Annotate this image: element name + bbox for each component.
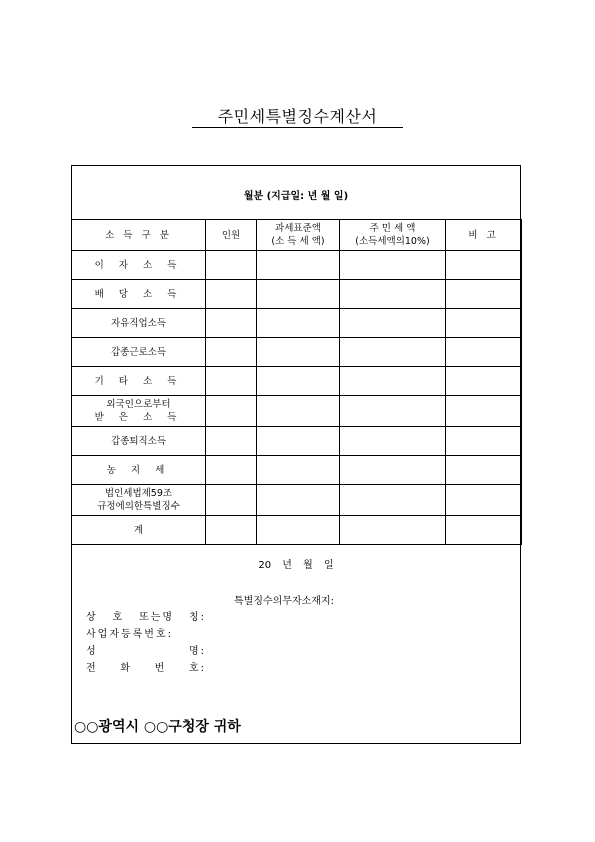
taxable-cell[interactable]	[257, 251, 340, 280]
field-phone: 전 화 번 호:	[86, 663, 206, 674]
resident-tax-cell[interactable]	[340, 367, 446, 396]
persons-cell[interactable]	[206, 280, 257, 309]
table-row	[72, 280, 522, 309]
table-row	[72, 309, 522, 338]
row-label-line2: 규정에의한특별징수	[97, 501, 180, 512]
resident-tax-cell[interactable]	[340, 456, 446, 485]
table-total-row	[72, 516, 522, 545]
field-name: 성 명:	[86, 646, 206, 657]
taxable-cell[interactable]	[257, 367, 340, 396]
remarks-cell[interactable]	[446, 456, 522, 485]
taxable-cell[interactable]	[257, 396, 340, 427]
taxable-cell[interactable]	[257, 516, 340, 545]
header-taxable-line1: 과세표준액	[275, 223, 321, 234]
persons-cell[interactable]	[206, 367, 257, 396]
table-row	[72, 396, 522, 427]
row-label	[72, 485, 206, 516]
row-label: 이 자 소 득	[72, 251, 206, 280]
row-label: 자유직업소득	[72, 309, 206, 338]
remarks-cell[interactable]	[446, 396, 522, 427]
header-resident-line1: 주 민 세 액	[369, 223, 416, 234]
period-line: 월분 (지급일: 년 월 일)	[243, 191, 349, 202]
taxable-cell[interactable]	[257, 485, 340, 516]
table-row	[72, 338, 522, 367]
remarks-cell[interactable]	[446, 367, 522, 396]
agent-fields	[86, 609, 206, 677]
row-label: 농 지 세	[72, 456, 206, 485]
persons-cell[interactable]	[206, 309, 257, 338]
table-row	[72, 251, 522, 280]
header-persons: 인원	[206, 220, 257, 251]
persons-cell[interactable]	[206, 427, 257, 456]
table-row	[72, 485, 522, 516]
row-label: 기 타 소 득	[72, 367, 206, 396]
table-row	[72, 456, 522, 485]
table-row	[72, 427, 522, 456]
resident-tax-cell[interactable]	[340, 396, 446, 427]
taxable-cell[interactable]	[257, 427, 340, 456]
total-label: 계	[72, 516, 206, 545]
remarks-cell[interactable]	[446, 427, 522, 456]
row-label: 배 당 소 득	[72, 280, 206, 309]
row-label	[72, 396, 206, 427]
document-title: 주민세특별징수계산서	[217, 107, 378, 126]
persons-cell[interactable]	[206, 251, 257, 280]
resident-tax-cell[interactable]	[340, 309, 446, 338]
header-taxable	[257, 220, 340, 251]
remarks-cell[interactable]	[446, 309, 522, 338]
resident-tax-cell[interactable]	[340, 427, 446, 456]
header-remarks: 비 고	[446, 220, 522, 251]
taxable-cell[interactable]	[257, 309, 340, 338]
remarks-cell[interactable]	[446, 485, 522, 516]
remarks-cell[interactable]	[446, 338, 522, 367]
form-frame	[71, 165, 521, 744]
persons-cell[interactable]	[206, 485, 257, 516]
title-underline	[192, 127, 403, 128]
calculation-table	[71, 219, 522, 545]
withholding-agent-label: 특별징수의무자소재지:	[234, 596, 334, 607]
row-label: 갑종퇴직소득	[72, 427, 206, 456]
row-label: 갑종근로소득	[72, 338, 206, 367]
persons-cell[interactable]	[206, 338, 257, 367]
table-header-row	[72, 220, 522, 251]
header-category: 소 득 구 분	[72, 220, 206, 251]
persons-cell[interactable]	[206, 456, 257, 485]
resident-tax-cell[interactable]	[340, 485, 446, 516]
taxable-cell[interactable]	[257, 456, 340, 485]
table-row	[72, 367, 522, 396]
date-line: 20 년 월 일	[258, 560, 334, 571]
resident-tax-cell[interactable]	[340, 280, 446, 309]
header-taxable-line2: (소 득 세 액)	[271, 236, 325, 247]
row-label-line2: 받 은 소 득	[94, 412, 183, 423]
persons-cell[interactable]	[206, 516, 257, 545]
persons-cell[interactable]	[206, 396, 257, 427]
remarks-cell[interactable]	[446, 280, 522, 309]
remarks-cell[interactable]	[446, 251, 522, 280]
row-label-line1: 외국인으로부터	[106, 399, 171, 410]
taxable-cell[interactable]	[257, 338, 340, 367]
addressee: ○○광역시 ○○구청장 귀하	[74, 719, 241, 735]
row-label-line1: 법인세법제59조	[104, 488, 173, 499]
field-registration-number: 사업자등록번호:	[86, 629, 173, 640]
taxable-cell[interactable]	[257, 280, 340, 309]
header-resident-line2: (소득세액의10%)	[355, 236, 430, 247]
remarks-cell[interactable]	[446, 516, 522, 545]
resident-tax-cell[interactable]	[340, 338, 446, 367]
resident-tax-cell[interactable]	[340, 251, 446, 280]
resident-tax-cell[interactable]	[340, 516, 446, 545]
field-business-name: 상 호 또는명 칭:	[86, 612, 206, 623]
header-resident-tax	[340, 220, 446, 251]
